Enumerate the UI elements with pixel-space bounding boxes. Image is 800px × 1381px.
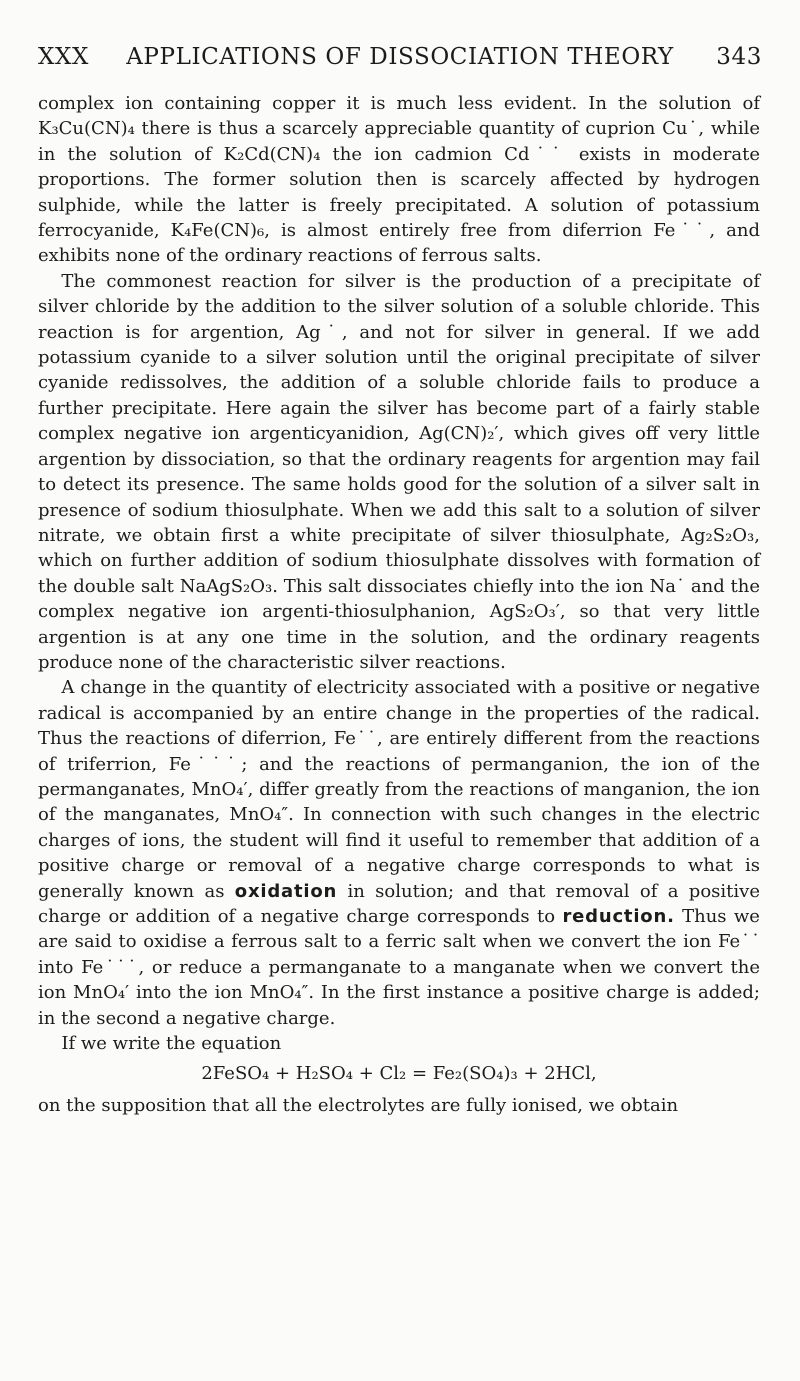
paragraph-3-text-middle: in solution; and that removal of a positive charge or addition of a negative charge corresponds to: [38, 880, 760, 927]
paragraph-5: on the supposition that all the electrolytes are fully ionised, we obtain: [38, 1094, 679, 1116]
page-number: 343: [716, 44, 762, 70]
body-text: [38, 91, 760, 1118]
paragraph-2: The commonest reaction for silver is the production of a precipitate of silver chloride by the addition to the silver solution of a soluble chloride. This reaction is for argention, Ag˙, and not for silver in general. If we add potassium cyanide to a silver solution until the original precipitate of silver cyanide redissolves, the addition of a soluble chloride fails to produce a further precipitate. Here again the silver has become part of a fairly stable complex negative ion argenticyanidion, Ag(CN)₂′, which gives off very little argention by dissociation, so that the ordinary reagents for argention may fail to detect its presence. The same holds good for the solution of a silver salt in presence of sodium thiosulphate. When we add this salt to a solution of silver nitrate, we obtain first a white precipitate of silver thiosulphate, Ag₂S₂O₃, which on further addition of sodium thiosulphate dissolves with formation of the double salt NaAgS₂O₃. This salt dissociates chiefly into the ion Na˙ and the complex negative ion argenti-thiosulphanion, AgS₂O₃′, so that very little argention is at any one time in the solution, and the ordinary reagents produce none of the characteristic silver reactions.: [38, 270, 760, 673]
running-header: [38, 44, 762, 78]
paragraph-3: [38, 675, 760, 1031]
term-reduction: reduction.: [562, 906, 675, 927]
paragraph-3-text-after: Thus we are said to oxidise a ferrous salt to a ferric salt when we convert the ion Fe˙˙ into Fe˙˙˙, or reduce a permanganate to a manganate when we convert the ion MnO₄′ into the ion MnO₄″. In the first instance a positive charge is added; in the second a negative charge.: [38, 906, 760, 1029]
paragraph-4: If we write the equation: [61, 1033, 282, 1055]
chemical-equation: 2FeSO₄ + H₂SO₄ + Cl₂ = Fe₂(SO₄)₃ + 2HCl,: [201, 1063, 597, 1085]
paragraph-1: complex ion containing copper it is much less evident. In the solution of K₃Cu(CN)₄ there is thus a scarcely appreciable quantity of cuprion Cu˙, while in the solution of K₂Cd(CN)₄ the ion cadmion Cd˙˙ exists in moderate proportions. The former solution then is scarcely affected by hydrogen sulphide, while the latter is freely precipitated. A solution of potassium ferrocyanide, K₄Fe(CN)₆, is almost entirely free from diferrion Fe˙˙, and exhibits none of the ordinary reactions of ferrous salts.: [38, 93, 760, 267]
term-oxidation: oxidation: [234, 880, 338, 902]
paragraph-3-text-before: A change in the quantity of electricity associated with a positive or negative radical is accompanied by an entire change in the properties of the radical. Thus the reactions of diferrion, Fe˙˙, are entirely different from the reactions of triferrion, Fe˙˙˙; and the reactions of permanganion, the ion of the permanganates, MnO₄′, differ greatly from the reactions of manganion, the ion of the manganates, MnO₄″. In connection with such changes in the electric charges of ions, the student will find it useful to remember that addition of a positive charge or removal of a negative charge corresponds to what is generally known as: [38, 677, 760, 902]
running-title: APPLICATIONS OF DISSOCIATION THEORY: [126, 44, 674, 70]
chapter-number: XXX: [38, 44, 89, 70]
